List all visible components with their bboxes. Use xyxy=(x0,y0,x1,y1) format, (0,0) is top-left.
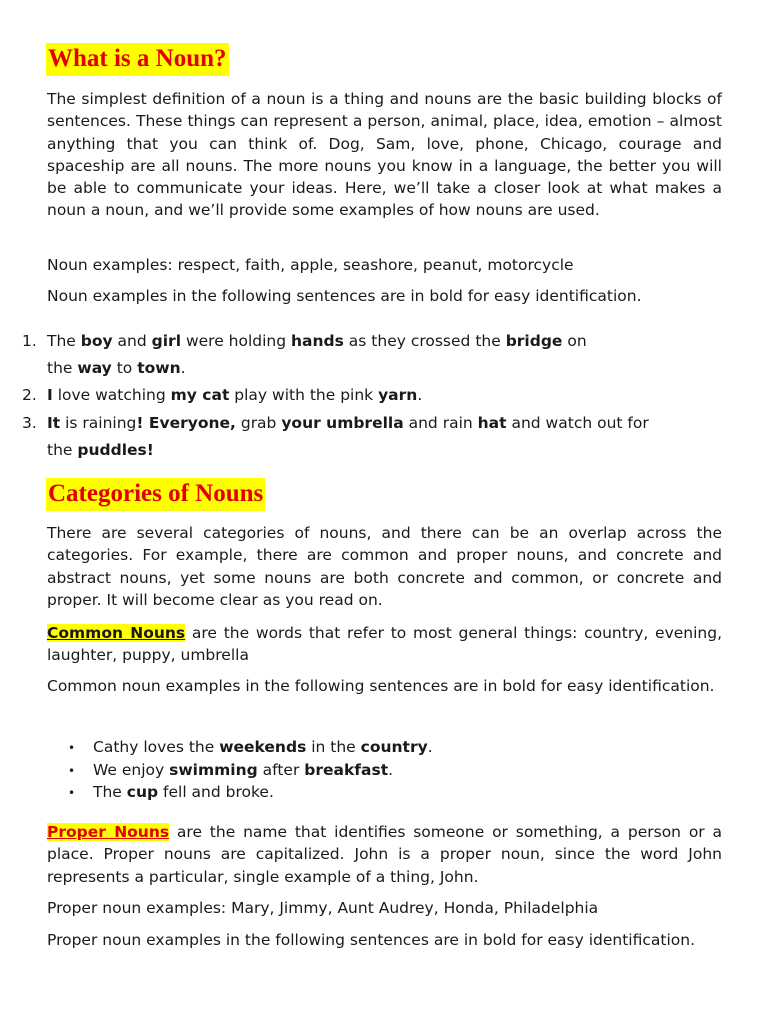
noun-examples-intro: Noun examples in the following sentences are in bold for easy identification. xyxy=(47,287,642,305)
bullet-text: The cup fell and broke. xyxy=(93,783,274,801)
heading-what-is-a-noun: What is a Noun? xyxy=(46,43,229,76)
common-nouns-term: Common Nouns xyxy=(47,624,186,642)
list-item-text: It is raining! Everyone, grab your umbrella and rain hat and watch out for xyxy=(47,414,649,432)
list-item-text: The boy and girl were holding hands as they crossed the bridge on xyxy=(47,332,587,350)
list-item-text: I love watching my cat play with the pink yarn. xyxy=(47,386,423,404)
categories-paragraph: There are several categories of nouns, and there can be an overlap across the categories. For example, there are common and proper nouns, and concrete and abstract nouns, yet some nouns are both concrete and common, or concrete and proper. It will become clear as you read on. xyxy=(47,524,722,609)
common-examples-intro: Common noun examples in the following sentences are in bold for easy identification. xyxy=(47,677,715,695)
bullet-text: Cathy loves the weekends in the country. xyxy=(93,738,433,756)
proper-nouns-paragraph: Proper Nouns are the name that identifies someone or something, a person or a place. Proper nouns are capitalized. John is a proper noun, since the word John represents a particular, single example of a thing, John. xyxy=(47,823,722,886)
bullet-text: We enjoy swimming after breakfast. xyxy=(93,761,394,779)
list-number: 2. xyxy=(22,386,37,404)
heading-categories-of-nouns: Categories of Nouns xyxy=(46,478,265,511)
intro-paragraph: The simplest definition of a noun is a thing and nouns are the basic building blocks of sentences. These things can represent a person, animal, place, idea, emotion – almost anything that you can think of. Dog, Sam, love, phone, Chicago, courage and spaceship are all nouns. The more nouns you know in a language, the better you will be able to communicate your ideas. Here, we’ll take a closer look at what makes a noun a noun, and we’ll provide some examples of how nouns are used. xyxy=(47,90,722,220)
proper-noun-examples: Proper noun examples: Mary, Jimmy, Aunt Audrey, Honda, Philadelphia xyxy=(47,899,599,917)
proper-examples-intro: Proper noun examples in the following sentences are in bold for easy identification. xyxy=(47,931,696,949)
proper-nouns-term: Proper Nouns xyxy=(47,823,170,841)
common-nouns-paragraph: Common Nouns are the words that refer to most general things: country, evening, laughter, puppy, umbrella xyxy=(47,624,723,665)
bullet-icon: • xyxy=(68,741,76,755)
list-item-text-continued: the way to town. xyxy=(47,359,186,377)
bullet-icon: • xyxy=(68,764,76,778)
list-number: 1. xyxy=(22,332,37,350)
list-item-text-continued: the puddles! xyxy=(47,441,154,459)
noun-examples: Noun examples: respect, faith, apple, seashore, peanut, motorcycle xyxy=(47,256,574,274)
list-number: 3. xyxy=(22,414,37,432)
bullet-icon: • xyxy=(68,786,76,800)
